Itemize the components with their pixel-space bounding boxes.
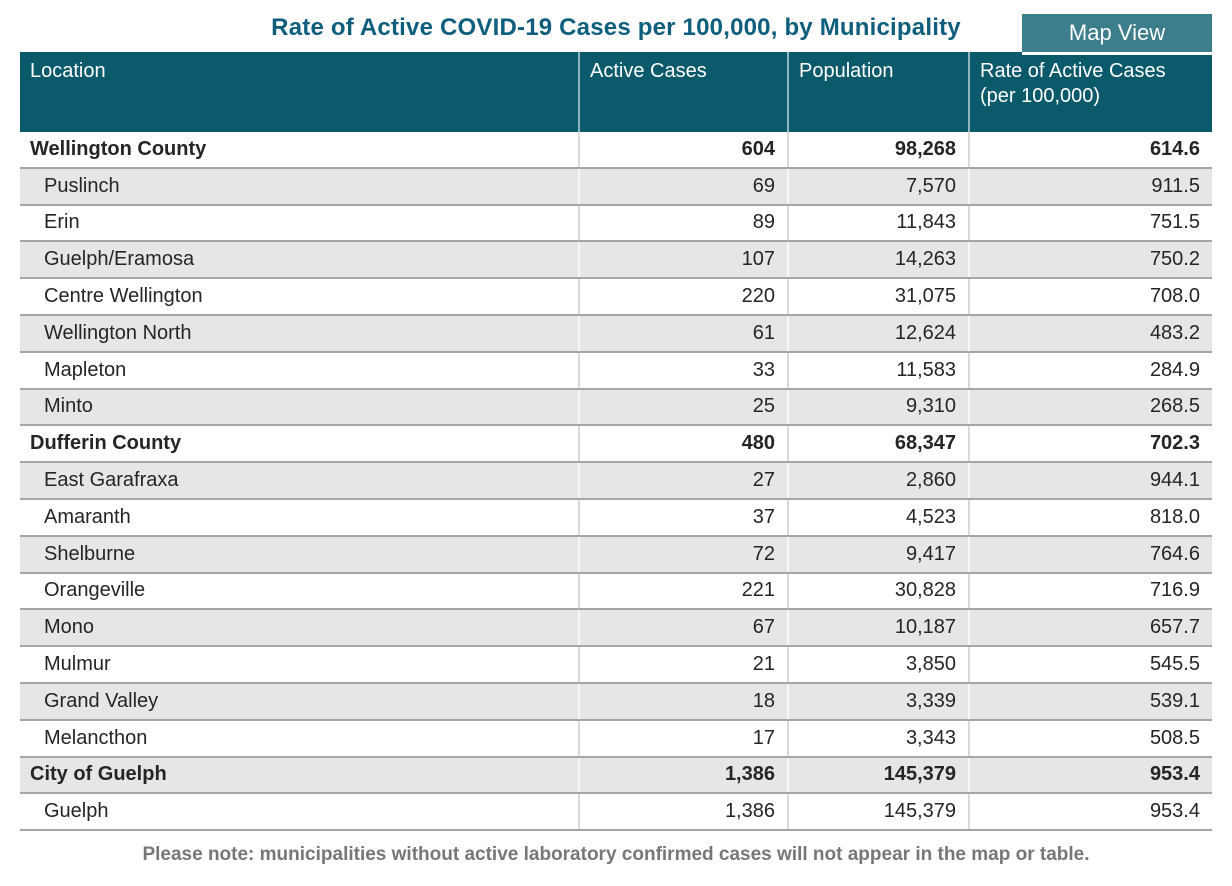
- table-row: [20, 794, 1212, 831]
- population-cell: 30,828: [787, 574, 968, 609]
- location-cell: Wellington County: [30, 137, 207, 160]
- rate-cell: 716.9: [968, 574, 1212, 609]
- rate-cell: 657.7: [968, 610, 1212, 645]
- rate-cell: 539.1: [968, 684, 1212, 719]
- active-cases-cell: 33: [578, 353, 787, 388]
- location-cell: Orangeville: [44, 579, 146, 602]
- rate-cell: 614.6: [968, 132, 1212, 167]
- active-cases-cell: 25: [578, 390, 787, 425]
- table-row: [20, 316, 1212, 353]
- population-cell: 98,268: [787, 132, 968, 167]
- active-cases-cell: 72: [578, 537, 787, 572]
- active-cases-cell: 89: [578, 206, 787, 241]
- table-row: [20, 169, 1212, 206]
- population-cell: 12,624: [787, 316, 968, 351]
- page-title: Rate of Active COVID-19 Cases per 100,000, by Municipality: [271, 14, 961, 41]
- location-cell: Guelph: [44, 800, 109, 823]
- location-cell: Minto: [44, 395, 93, 418]
- rate-cell: 751.5: [968, 206, 1212, 241]
- table-row: [20, 279, 1212, 316]
- location-cell: Wellington North: [44, 321, 192, 344]
- active-cases-cell: 18: [578, 684, 787, 719]
- table-row: [20, 242, 1212, 279]
- cases-table: [20, 52, 1212, 831]
- table-row: [20, 721, 1212, 758]
- table-row: [20, 463, 1212, 500]
- population-cell: 7,570: [787, 169, 968, 204]
- active-cases-cell: 17: [578, 721, 787, 756]
- rate-cell: 818.0: [968, 500, 1212, 535]
- rate-cell: 953.4: [968, 794, 1212, 829]
- location-cell: East Garafraxa: [44, 469, 179, 492]
- table-header-row: [20, 52, 1212, 132]
- top-bar: [0, 0, 1232, 52]
- population-cell: 145,379: [787, 794, 968, 829]
- rate-cell: 764.6: [968, 537, 1212, 572]
- location-cell: Shelburne: [44, 542, 136, 565]
- rate-cell: 953.4: [968, 758, 1212, 793]
- table-row: [20, 353, 1212, 390]
- location-cell: Mulmur: [44, 653, 111, 676]
- location-cell: Erin: [44, 211, 80, 234]
- column-header-population: Population: [787, 52, 968, 132]
- active-cases-cell: 69: [578, 169, 787, 204]
- active-cases-cell: 27: [578, 463, 787, 498]
- location-cell: Guelph/Eramosa: [44, 248, 195, 271]
- column-header-active-cases: Active Cases: [578, 52, 787, 132]
- population-cell: 145,379: [787, 758, 968, 793]
- location-cell: Amaranth: [44, 505, 131, 528]
- active-cases-cell: 107: [578, 242, 787, 277]
- rate-cell: 483.2: [968, 316, 1212, 351]
- active-cases-cell: 61: [578, 316, 787, 351]
- table-row: [20, 684, 1212, 721]
- location-cell: Mono: [44, 616, 95, 639]
- population-cell: 68,347: [787, 426, 968, 461]
- population-cell: 3,343: [787, 721, 968, 756]
- table-row: [20, 537, 1212, 574]
- population-cell: 9,417: [787, 537, 968, 572]
- rate-cell: 702.3: [968, 426, 1212, 461]
- active-cases-cell: 37: [578, 500, 787, 535]
- location-cell: Centre Wellington: [44, 285, 203, 308]
- active-cases-cell: 1,386: [578, 758, 787, 793]
- group-row: [20, 758, 1212, 795]
- active-cases-cell: 221: [578, 574, 787, 609]
- active-cases-cell: 604: [578, 132, 787, 167]
- population-cell: 14,263: [787, 242, 968, 277]
- table-row: [20, 647, 1212, 684]
- footnote: Please note: municipalities without active laboratory confirmed cases will not appear in the map or table.: [142, 844, 1090, 866]
- location-cell: Dufferin County: [30, 432, 182, 455]
- population-cell: 9,310: [787, 390, 968, 425]
- population-cell: 31,075: [787, 279, 968, 314]
- rate-cell: 545.5: [968, 647, 1212, 682]
- population-cell: 3,850: [787, 647, 968, 682]
- rate-cell: 268.5: [968, 390, 1212, 425]
- table-row: [20, 500, 1212, 537]
- population-cell: 3,339: [787, 684, 968, 719]
- active-cases-cell: 480: [578, 426, 787, 461]
- location-cell: City of Guelph: [30, 763, 167, 786]
- population-cell: 10,187: [787, 610, 968, 645]
- table-row: [20, 206, 1212, 243]
- population-cell: 11,843: [787, 206, 968, 241]
- location-cell: Mapleton: [44, 358, 127, 381]
- map-view-button[interactable]: Map View: [1022, 14, 1212, 55]
- rate-cell: 508.5: [968, 721, 1212, 756]
- active-cases-cell: 220: [578, 279, 787, 314]
- location-cell: Melancthon: [44, 726, 148, 749]
- table-row: [20, 574, 1212, 611]
- location-cell: Grand Valley: [44, 689, 159, 712]
- population-cell: 4,523: [787, 500, 968, 535]
- table-body: [20, 132, 1212, 831]
- table-row: [20, 390, 1212, 427]
- population-cell: 2,860: [787, 463, 968, 498]
- rate-cell: 708.0: [968, 279, 1212, 314]
- table-row: [20, 610, 1212, 647]
- active-cases-cell: 21: [578, 647, 787, 682]
- rate-cell: 944.1: [968, 463, 1212, 498]
- population-cell: 11,583: [787, 353, 968, 388]
- column-header-rate: Rate of Active Cases (per 100,000): [968, 52, 1212, 132]
- rate-cell: 284.9: [968, 353, 1212, 388]
- rate-cell: 750.2: [968, 242, 1212, 277]
- active-cases-cell: 67: [578, 610, 787, 645]
- column-header-location: Location: [30, 60, 106, 82]
- group-row: [20, 426, 1212, 463]
- active-cases-cell: 1,386: [578, 794, 787, 829]
- location-cell: Puslinch: [44, 174, 120, 197]
- rate-cell: 911.5: [968, 169, 1212, 204]
- group-row: [20, 132, 1212, 169]
